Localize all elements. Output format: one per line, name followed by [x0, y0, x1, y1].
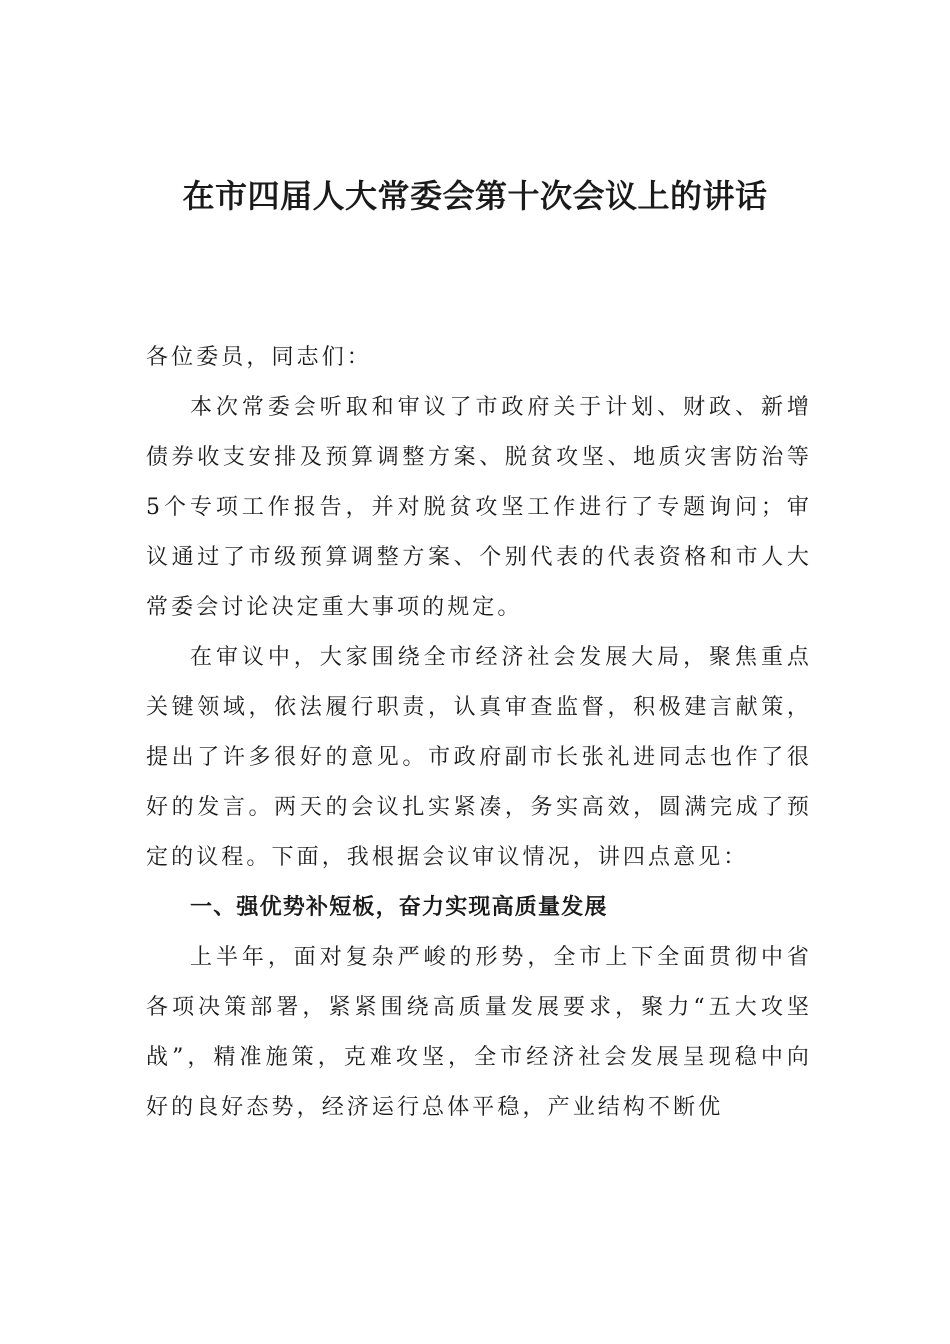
section-heading: 一、强优势补短板，奋力实现高质量发展 — [190, 895, 608, 920]
document-body — [146, 333, 812, 1133]
paragraph: 上半年，面对复杂严峻的形势，全市上下全面贯彻中省各项决策部署，紧紧围绕高质量发展要求，聚力“五大攻坚战”，精准施策，克难攻坚，全市经济社会发展呈现稳中向好的良好态势，经济运行总体平稳，产业结构不断优 — [146, 945, 812, 1120]
paragraph: 本次常委会听取和审议了市政府关于计划、财政、新增债券收支安排及预算调整方案、脱贫攻坚、地质灾害防治等5个专项工作报告，并对脱贫攻坚工作进行了专题询问；审议通过了市级预算调整方案、个别代表的代表资格和市人大常委会讨论决定重大事项的规定。 — [146, 395, 812, 620]
salutation: 各位委员，同志们： — [146, 345, 372, 370]
document-title: 在市四届人大常委会第十次会议上的讲话 — [182, 177, 768, 215]
paragraph: 在审议中，大家围绕全市经济社会发展大局，聚焦重点关键领域，依法履行职责，认真审查监督，积极建言献策，提出了许多很好的意见。市政府副市长张礼进同志也作了很好的发言。两天的会议扎实紧凑，务实高效，圆满完成了预定的议程。下面，我根据会议审议情况，讲四点意见： — [146, 645, 812, 870]
